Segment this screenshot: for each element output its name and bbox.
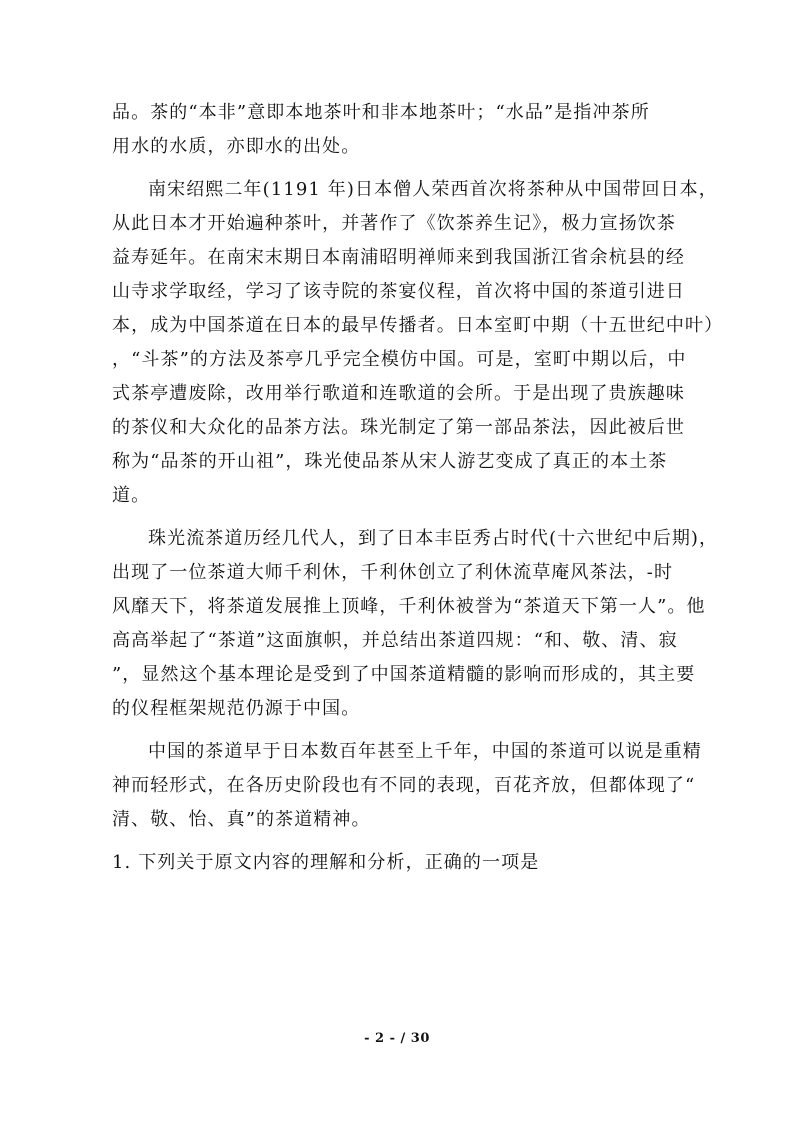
- page-number: - 2 - / 30: [364, 1031, 430, 1046]
- text-line: 出现了一位茶道大师千利休，千利休创立了利休流草庵风茶法，-时: [112, 562, 674, 583]
- text-line: 本，成为中国茶道在日本的最早传播者。日本室町中期（十五世纪中叶）: [112, 315, 724, 336]
- text-line: 式茶亭遭废除，改用举行歌道和连歌道的会所。于是出现了贵族趣味: [112, 383, 685, 404]
- text-line: ，“斗茶”的方法及茶亭几乎完全模仿中国。可是，室町中期以后，中: [112, 349, 687, 370]
- text-line: 神而轻形式，在各历史阶段也有不同的表现，百花齐放，但都体现了“: [112, 775, 696, 796]
- text-line: 风靡天下，将茶道发展推上顶峰，千利休被誉为“茶道天下第一人”。他: [112, 596, 706, 617]
- text-line: 珠光流茶道历经几代人，到了日本丰臣秀占时代(十六世纪中后期)，: [148, 528, 719, 549]
- text-line: 从此日本才开始遍种茶叶，并著作了《饮茶养生记》，极力宣扬饮茶: [112, 213, 676, 234]
- text-line: 山寺求学取经，学习了该寺院的茶宴仪程，首次将中国的茶道引进日: [112, 281, 685, 302]
- text-line: 道。: [112, 485, 151, 506]
- text-line: 品。茶的“本非”意即本地茶叶和非本地茶叶；“水品”是指冲茶所: [112, 102, 650, 123]
- text-line: 的茶仪和大众化的品茶方法。珠光制定了第一部品茶法，因此被后世: [112, 417, 685, 438]
- text-line: ”，显然这个基本理论是受到了中国茶道精髓的影响而形成的，其主要: [112, 664, 696, 685]
- text-line: 南宋绍熙二年(1191 年)日本僧人荣西首次将茶种从中国带回日本，: [148, 179, 718, 200]
- text-line: 益寿延年。在南宋末期日本南浦昭明禅师来到我国浙江省余杭县的经: [112, 247, 685, 268]
- text-line: 称为“品茶的开山祖”，珠光使品茶从宋人游艺变成了真正的本土茶: [112, 451, 668, 472]
- text-line: 高高举起了“茶道”这面旗帜，并总结出茶道四规：“和、敬、清、寂: [112, 630, 678, 651]
- paragraph-chinese-tea-spirit: [112, 735, 702, 837]
- text-line: 清、敬、怡、真”的茶道精神。: [112, 809, 371, 830]
- document-body: [112, 96, 724, 880]
- text-line: 的仪程框架规范仍源于中国。: [112, 698, 361, 719]
- paragraph-sen-no-rikyu: [112, 522, 719, 726]
- question-stem: 1. 下列关于原文内容的理解和分析，正确的一项是: [112, 852, 540, 873]
- paragraph-tea-introduction-japan: [112, 173, 724, 513]
- text-line: 用水的水质，亦即水的出处。: [112, 136, 361, 157]
- paragraph-water-quality: [112, 96, 692, 164]
- question-1: [112, 846, 692, 880]
- text-line: 中国的茶道早于日本数百年甚至上千年，中国的茶道可以说是重精: [148, 741, 702, 762]
